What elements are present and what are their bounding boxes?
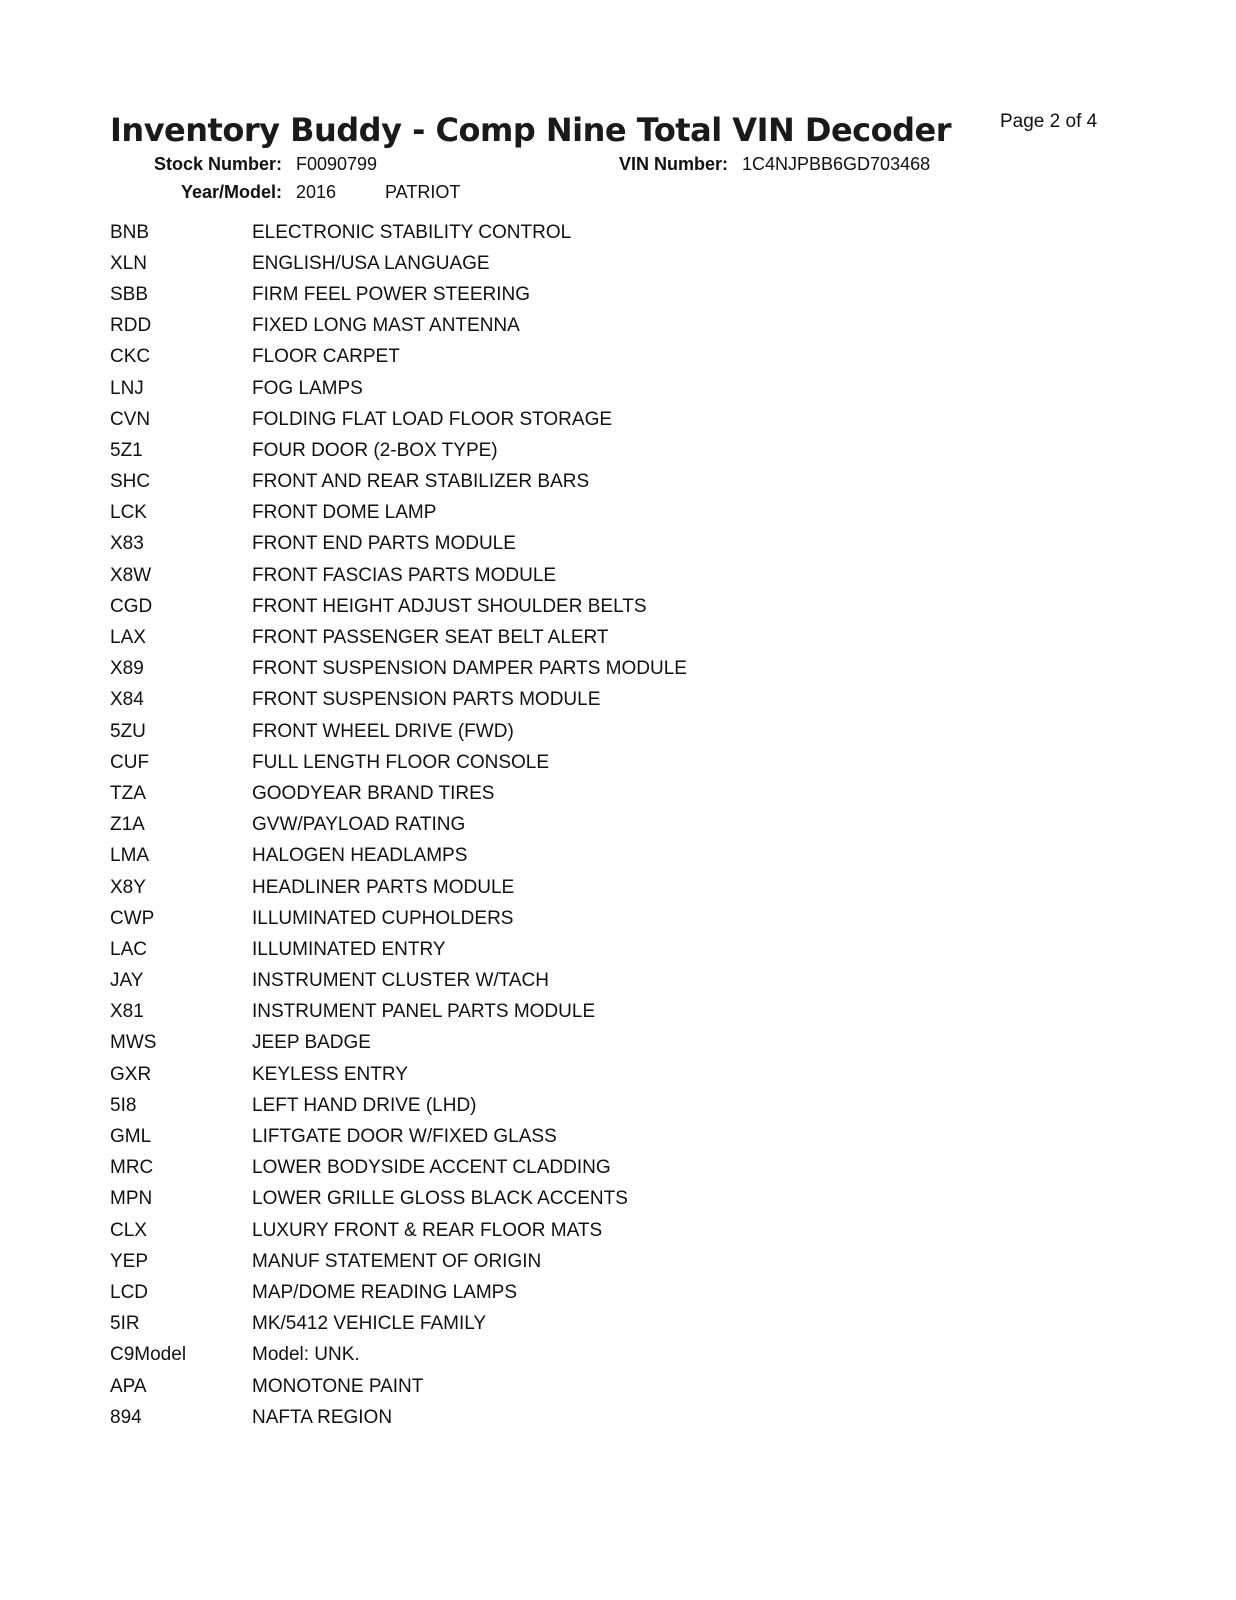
option-description: FOUR DOOR (2-BOX TYPE) [252,439,498,461]
model-value: PATRIOT [385,182,461,202]
option-row [110,1246,1090,1277]
option-code: RDD [110,315,152,337]
option-description: ILLUMINATED ENTRY [252,938,446,960]
option-code: 5I8 [110,1094,137,1116]
option-description: FOG LAMPS [252,377,363,399]
option-description: ELECTRONIC STABILITY CONTROL [252,221,572,243]
stock-number-label: Stock Number: [153,154,282,174]
option-description: FOLDING FLAT LOAD FLOOR STORAGE [252,408,613,430]
option-description: INSTRUMENT PANEL PARTS MODULE [252,1001,596,1023]
option-row [110,1184,1090,1215]
option-description: FULL LENGTH FLOOR CONSOLE [252,751,550,773]
option-row [110,622,1090,653]
option-row [110,997,1090,1028]
option-code: CKC [110,346,151,368]
option-row [110,654,1090,685]
option-description: MK/5412 VEHICLE FAMILY [252,1313,487,1335]
option-row [110,248,1090,279]
option-description: Model: UNK. [252,1344,360,1366]
option-row [110,591,1090,622]
option-row [110,467,1090,498]
option-row [110,1277,1090,1308]
option-description: FRONT FASCIAS PARTS MODULE [252,564,557,586]
option-description: LIFTGATE DOOR W/FIXED GLASS [252,1126,557,1148]
option-row [110,1340,1090,1371]
option-description: NAFTA REGION [252,1406,393,1428]
option-code: YEP [110,1250,149,1272]
option-code: TZA [110,782,146,804]
option-code: CLX [110,1219,147,1241]
option-code: LAC [110,938,147,960]
option-code: Z1A [110,814,145,836]
option-row [110,778,1090,809]
option-description: LOWER GRILLE GLOSS BLACK ACCENTS [252,1188,628,1210]
option-description: GVW/PAYLOAD RATING [252,814,466,836]
option-code: X83 [110,533,144,555]
option-row [110,435,1090,466]
option-description: FRONT SUSPENSION PARTS MODULE [252,689,601,711]
option-code: 894 [110,1406,142,1428]
option-description: FIXED LONG MAST ANTENNA [252,315,520,337]
option-code: CGD [110,595,153,617]
option-description: FRONT DOME LAMP [252,502,437,524]
option-description: LOWER BODYSIDE ACCENT CLADDING [252,1157,611,1179]
option-code: SHC [110,471,151,493]
option-row [110,498,1090,529]
option-description: MONOTONE PAINT [252,1375,424,1397]
vin-number-value: 1C4NJPBB6GD703468 [742,154,931,174]
option-row [110,529,1090,560]
option-code: APA [110,1375,147,1397]
option-code: CWP [110,907,155,929]
stock-number-value: F0090799 [296,154,378,174]
option-description: JEEP BADGE [252,1032,371,1054]
option-code: LCK [110,502,147,524]
option-row [110,716,1090,747]
option-row [110,342,1090,373]
option-code: MPN [110,1188,153,1210]
option-code: X8W [110,564,152,586]
option-description: ILLUMINATED CUPHOLDERS [252,907,514,929]
option-description: ENGLISH/USA LANGUAGE [252,252,490,274]
option-code: CUF [110,751,150,773]
option-description: HALOGEN HEADLAMPS [252,845,468,867]
option-row [110,1059,1090,1090]
option-row [110,1028,1090,1059]
option-row [110,1215,1090,1246]
option-description: FIRM FEEL POWER STEERING [252,283,530,305]
option-description: HEADLINER PARTS MODULE [252,876,515,898]
option-row [110,217,1090,248]
option-row [110,1153,1090,1184]
option-description: LUXURY FRONT & REAR FLOOR MATS [252,1219,603,1241]
option-code: 5IR [110,1313,140,1335]
option-code: MWS [110,1032,157,1054]
option-description: FRONT AND REAR STABILIZER BARS [252,471,590,493]
option-row [110,872,1090,903]
vin-number-label: VIN Number: [618,154,728,174]
option-description: KEYLESS ENTRY [252,1063,408,1085]
option-row [110,934,1090,965]
option-description: MANUF STATEMENT OF ORIGIN [252,1250,542,1272]
option-description: FRONT HEIGHT ADJUST SHOULDER BELTS [252,595,647,617]
option-row [110,747,1090,778]
option-row [110,1371,1090,1402]
option-code: CVN [110,408,151,430]
option-row [110,1090,1090,1121]
option-code: C9Model [110,1344,187,1366]
option-row [110,1309,1090,1340]
option-description: INSTRUMENT CLUSTER W/TACH [252,970,549,992]
option-description: FRONT END PARTS MODULE [252,533,516,555]
option-row [110,279,1090,310]
document-title: Inventory Buddy - Comp Nine Total VIN Decoder [110,111,951,149]
option-code: LMA [110,845,150,867]
page-number: Page 2 of 4 [1000,111,1098,132]
option-description: LEFT HAND DRIVE (LHD) [252,1094,477,1116]
option-code: LNJ [110,377,144,399]
option-code: GXR [110,1063,152,1085]
option-description: FRONT SUSPENSION DAMPER PARTS MODULE [252,658,687,680]
option-row [110,685,1090,716]
option-row [110,903,1090,934]
option-row [110,560,1090,591]
option-row [110,1402,1090,1433]
option-code: XLN [110,252,147,274]
option-description: FRONT WHEEL DRIVE (FWD) [252,720,514,742]
option-code: 5ZU [110,720,146,742]
option-description: FRONT PASSENGER SEAT BELT ALERT [252,627,609,649]
option-code: BNB [110,221,150,243]
option-code: MRC [110,1157,154,1179]
option-code: SBB [110,283,149,305]
option-row [110,311,1090,342]
option-code: X8Y [110,876,146,898]
option-code: LAX [110,627,146,649]
option-code: X84 [110,689,144,711]
option-row [110,1121,1090,1152]
option-code: X81 [110,1001,144,1023]
option-code: 5Z1 [110,439,143,461]
option-code: JAY [110,970,144,992]
option-code: GML [110,1126,152,1148]
option-description: FLOOR CARPET [252,346,400,368]
option-row [110,810,1090,841]
option-row [110,404,1090,435]
option-code: X89 [110,658,144,680]
option-row [110,966,1090,997]
option-code-list [110,217,1090,1433]
year-model-label: Year/Model: [180,182,282,202]
option-description: MAP/DOME READING LAMPS [252,1281,517,1303]
option-description: GOODYEAR BRAND TIRES [252,782,495,804]
year-value: 2016 [296,182,337,202]
option-row [110,841,1090,872]
option-row [110,373,1090,404]
option-code: LCD [110,1281,149,1303]
